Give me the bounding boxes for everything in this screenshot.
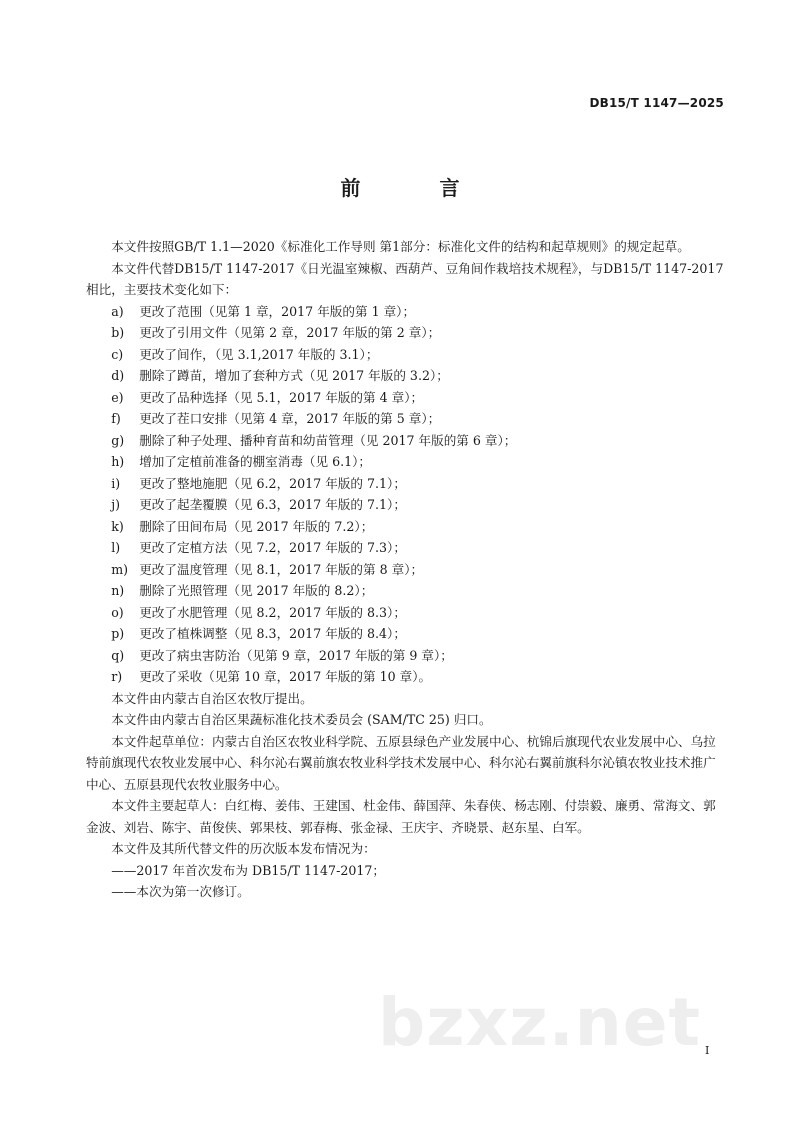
list-item-text: 更改了定植方法（见 7.2，2017 年版的 7.3）； bbox=[139, 540, 406, 555]
list-item bbox=[86, 387, 726, 409]
list-item-letter: i) bbox=[111, 475, 121, 491]
list-item-text: 更改了水肥管理（见 8.2，2017 年版的 8.3）； bbox=[139, 604, 406, 620]
list-item bbox=[86, 473, 726, 495]
list-item-text: 更改了温度管理（见 8.1，2017 年版的第 8 章）； bbox=[139, 561, 424, 577]
list-item bbox=[86, 322, 726, 344]
list-item-letter: p) bbox=[111, 626, 125, 641]
list-item bbox=[86, 430, 726, 452]
history-intro-paragraph: 本文件及其所代替文件的历次版本发布情况为： bbox=[111, 841, 376, 856]
list-item bbox=[86, 537, 726, 559]
list-item bbox=[86, 623, 726, 645]
list-item-letter: o) bbox=[111, 604, 124, 620]
list-item bbox=[86, 301, 726, 323]
watermark: bzxz.net bbox=[378, 984, 702, 1061]
list-item-text: 更改了起垄覆膜（见 6.3，2017 年版的 7.1）； bbox=[139, 497, 406, 512]
list-item bbox=[86, 602, 726, 624]
drafting-units-paragraph: 本文件起草单位：内蒙古自治区农牧业科学院、五原县绿色产业发展中心、杭锦后旗现代农业发展中心、乌拉特前旗现代农牧业发展中心、科尔沁右翼前旗农牧业科学技术发展中心、科尔沁右翼前旗科尔沁镇农牧业技术推广中心、五原县现代农牧业服务中心。 bbox=[86, 733, 716, 792]
list-item bbox=[86, 559, 726, 581]
page-number: I bbox=[705, 1044, 710, 1057]
list-item-letter: q) bbox=[111, 647, 125, 663]
list-item bbox=[86, 666, 726, 688]
change-list bbox=[86, 301, 726, 688]
list-item-letter: f) bbox=[111, 411, 121, 426]
list-item-letter: k) bbox=[111, 518, 124, 534]
list-item-text: 删除了蹲苗，增加了套种方式（见 2017 年版的 3.2）； bbox=[139, 368, 449, 383]
list-item bbox=[86, 494, 726, 516]
proposer-paragraph: 本文件由内蒙古自治区农牧厅提出。 bbox=[111, 690, 313, 706]
list-item-text: 删除了光照管理（见 2017 年版的 8.2）； bbox=[139, 583, 374, 598]
list-item-text: 更改了范围（见第 1 章，2017 年版的第 1 章）； bbox=[139, 303, 416, 319]
list-item-text: 更改了茬口安排（见第 4 章，2017 年版的第 5 章）； bbox=[139, 411, 441, 426]
history-item: ——本次为第一次修订。 bbox=[111, 884, 250, 899]
list-item bbox=[86, 516, 726, 538]
list-item-letter: j) bbox=[111, 497, 121, 512]
list-item-letter: m) bbox=[111, 561, 129, 577]
list-item-text: 更改了采收（见第 10 章，2017 年版的第 10 章）。 bbox=[139, 669, 432, 684]
list-item-letter: b) bbox=[111, 325, 125, 340]
document-code: DB15/T 1147—2025 bbox=[589, 96, 724, 110]
list-item bbox=[86, 451, 726, 473]
drafters-paragraph: 本文件主要起草人：白红梅、姜伟、王建国、杜金伟、薛国萍、朱春侠、杨志刚、付崇毅、廉勇、常海文、郭金波、刘岩、陈宇、苗俊侠、郭果枝、郭春梅、张金禄、王庆宇、齐晓景、赵东星、白军。 bbox=[86, 798, 716, 835]
list-item-letter: n) bbox=[111, 583, 125, 598]
list-item-letter: g) bbox=[111, 432, 125, 448]
list-item-text: 更改了整地施肥（见 6.2，2017 年版的 7.1）； bbox=[139, 475, 406, 491]
list-item-letter: h) bbox=[111, 454, 125, 469]
list-item-letter: a) bbox=[111, 303, 124, 319]
foreword-body bbox=[86, 236, 726, 903]
list-item bbox=[86, 408, 726, 430]
intro-paragraph: 本文件代替DB15/T 1147-2017《日光温室辣椒、西葫芦、豆角间作栽培技术规程》，与DB15/T 1147-2017相比，主要技术变化如下： bbox=[86, 260, 724, 297]
list-item-letter: c) bbox=[111, 346, 124, 362]
list-item-letter: l) bbox=[111, 540, 121, 555]
list-item-letter: r) bbox=[111, 669, 123, 684]
list-item-text: 更改了引用文件（见第 2 章，2017 年版的第 2 章）； bbox=[139, 325, 441, 340]
list-item-letter: d) bbox=[111, 368, 125, 383]
list-item-text: 更改了间作，（见 3.1,2017 年版的 3.1）； bbox=[139, 346, 379, 362]
history-item: ——2017 年首次发布为 DB15/T 1147-2017； bbox=[111, 862, 385, 878]
committee-paragraph: 本文件由内蒙古自治区果蔬标准化技术委员会 (SAM/TC 25) 归口。 bbox=[111, 712, 492, 727]
list-item bbox=[86, 365, 726, 387]
list-item-text: 删除了种子处理、播种育苗和幼苗管理（见 2017 年版的第 6 章）； bbox=[139, 432, 517, 448]
list-item bbox=[86, 645, 726, 667]
list-item bbox=[86, 344, 726, 366]
list-item bbox=[86, 580, 726, 602]
list-item-text: 增加了定植前准备的棚室消毒（见 6.1）； bbox=[139, 454, 372, 469]
list-item-text: 更改了病虫害防治（见第 9 章，2017 年版的第 9 章）； bbox=[139, 647, 453, 663]
intro-paragraph: 本文件按照GB/T 1.1—2020《标准化工作导则 第1部分：标准化文件的结构和起草规则》的规定起草。 bbox=[111, 239, 690, 254]
page-title: 前 言 bbox=[340, 176, 496, 200]
list-item-text: 删除了田间布局（见 2017 年版的 7.2）； bbox=[139, 518, 374, 534]
list-item-text: 更改了品种选择（见 5.1，2017 年版的第 4 章）； bbox=[139, 389, 424, 405]
list-item-text: 更改了植株调整（见 8.3，2017 年版的 8.4）； bbox=[139, 626, 406, 641]
list-item-letter: e) bbox=[111, 389, 124, 405]
